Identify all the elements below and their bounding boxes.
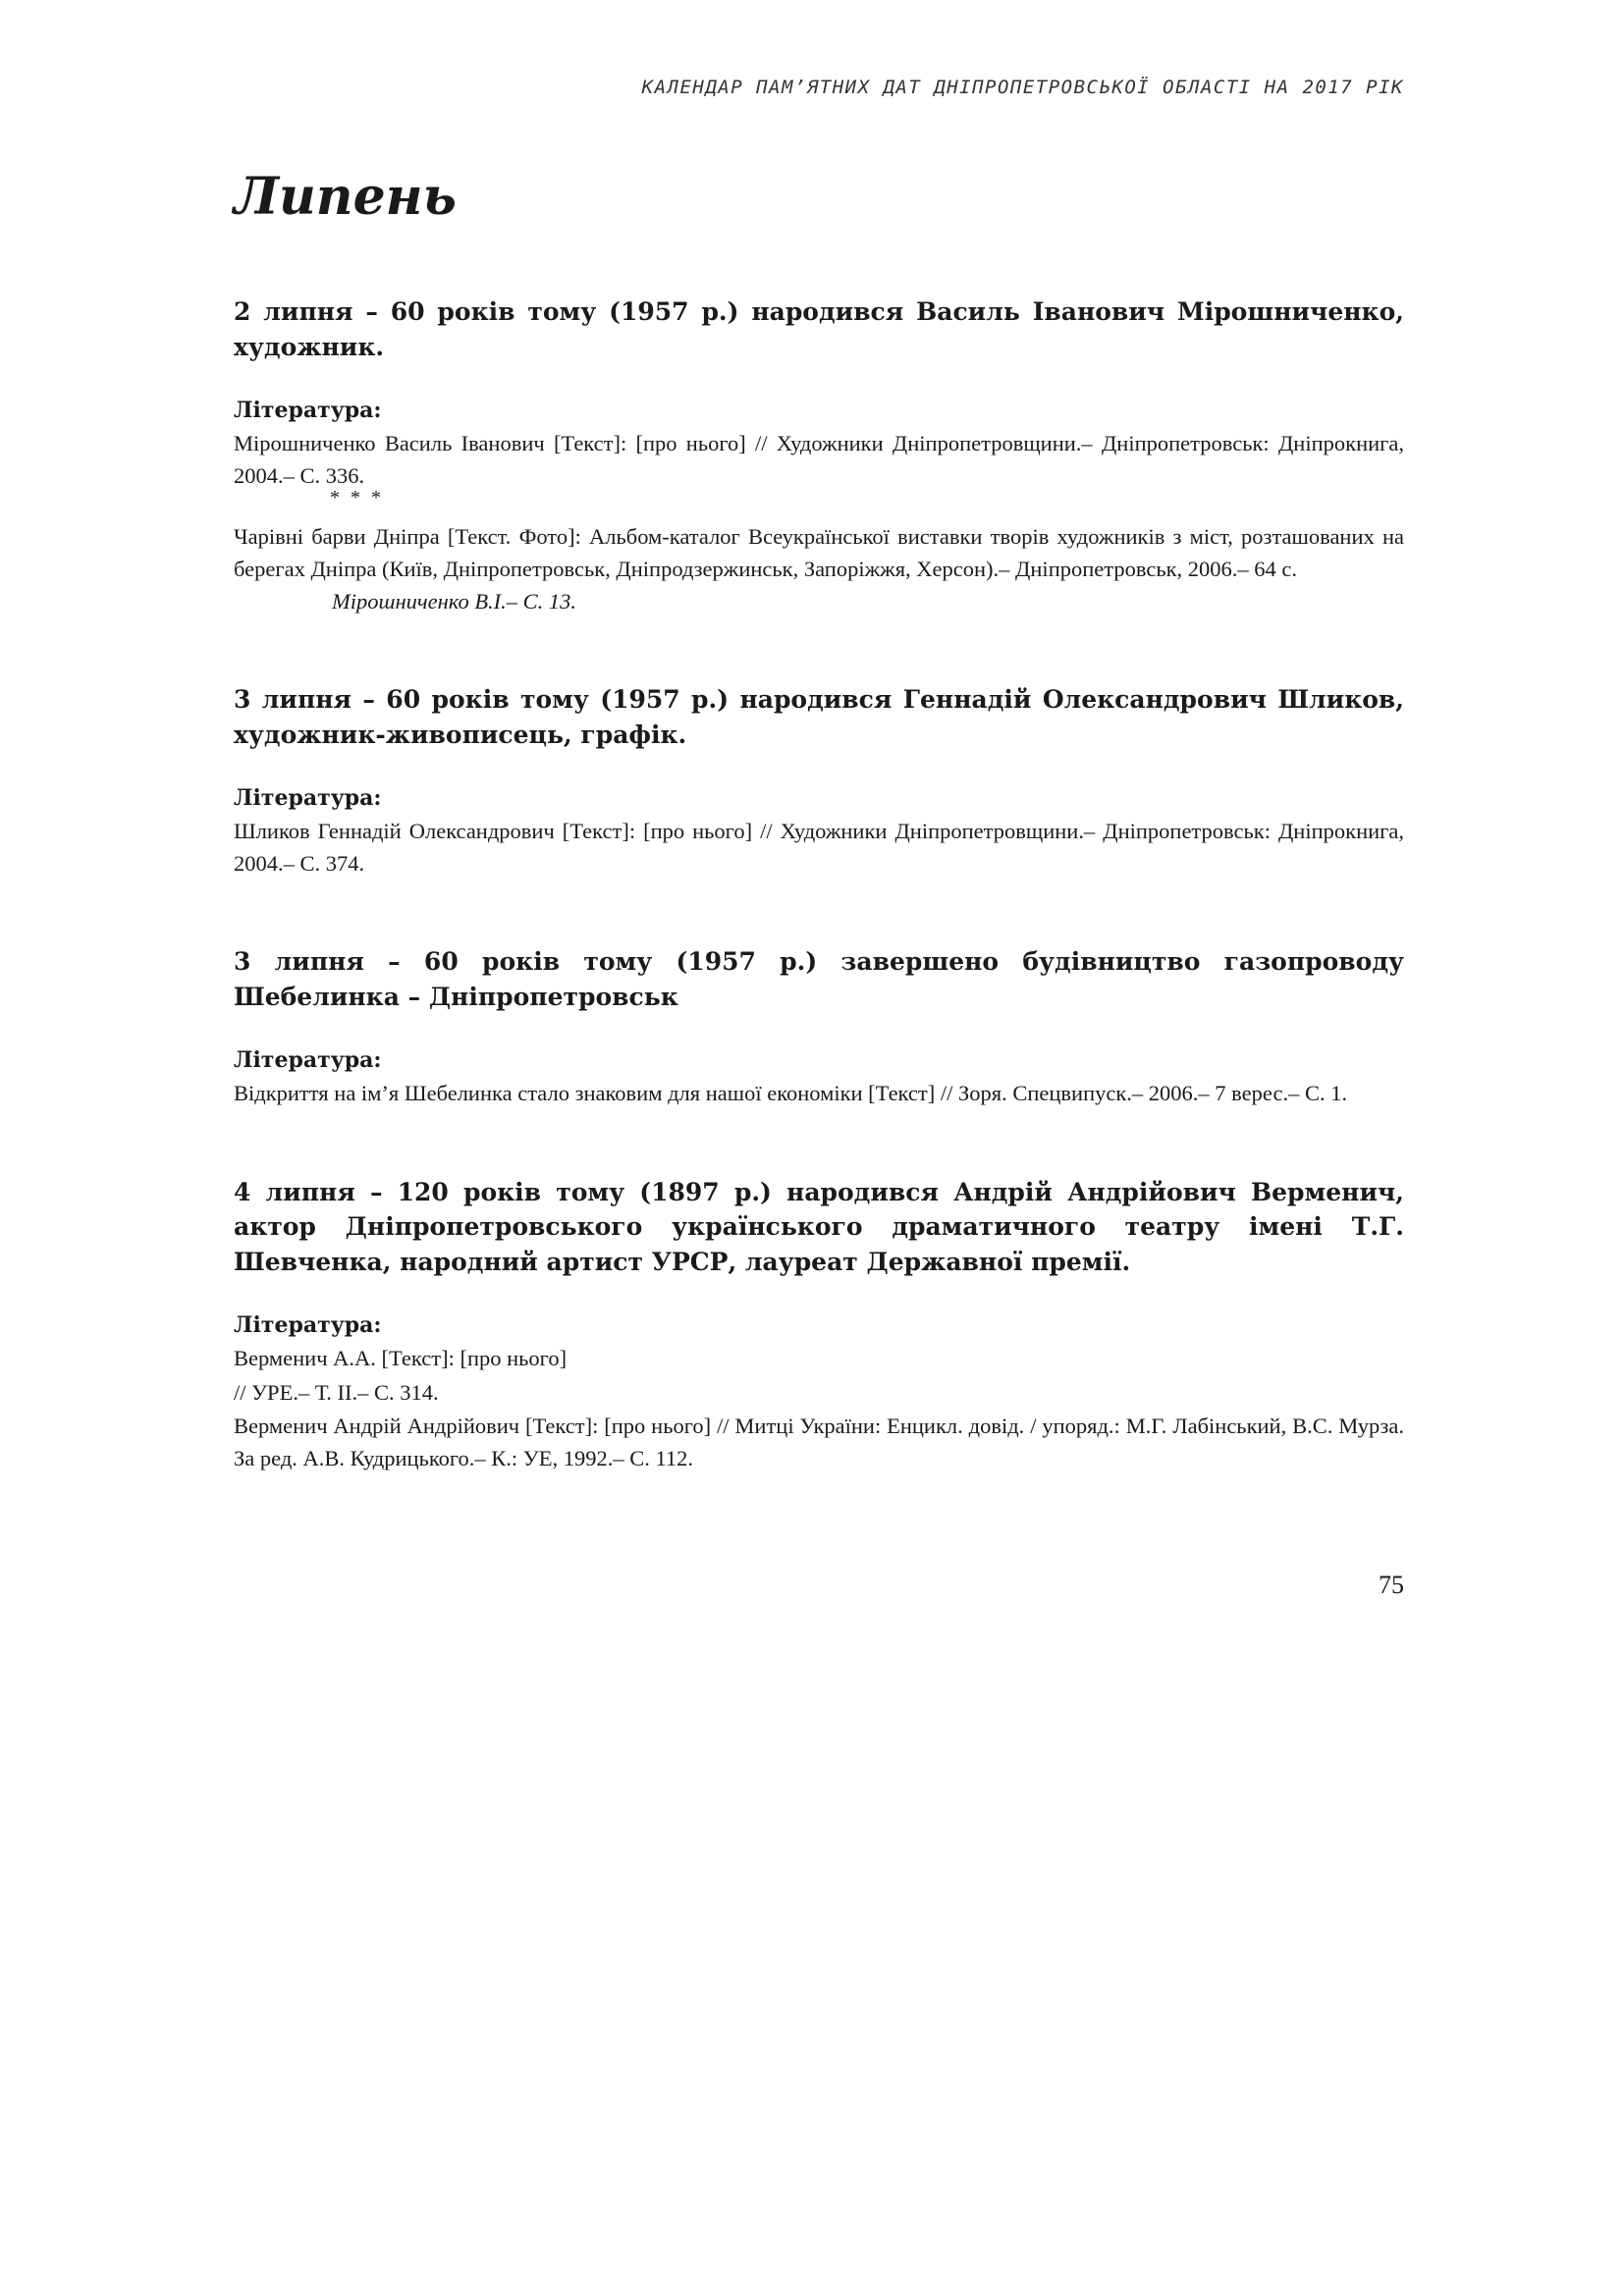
entry-title: 2 липня – 60 років тому (1957 р.) народився Василь Іванович Мірошниченко, художник.	[234, 297, 1404, 361]
running-header: КАЛЕНДАР ПАМ’ЯТНИХ ДАТ ДНІПРОПЕТРОВСЬКОЇ ОБЛАСТІ НА 2017 РІК	[641, 77, 1404, 98]
literature-label: Література:	[234, 1312, 382, 1339]
entry-title: 3 липня – 60 років тому (1957 р.) народився Геннадій Олександрович Шликов, художник-живописець, графік.	[234, 685, 1404, 749]
literature-item: // УРЕ.– Т. ІІ.– С. 314.	[234, 1379, 439, 1405]
entry	[234, 294, 1404, 617]
literature-label: Література:	[234, 785, 382, 812]
entries-list	[234, 294, 1404, 1474]
entry-title: 4 липня – 120 років тому (1897 р.) народився Андрій Андрійович Верменич, актор Дніпропетровського українського драматичного театру імені Т.Г. Шевченка, народний артист УРСР, лауреат Державної премії.	[234, 1177, 1404, 1276]
literature-item: Мірошниченко Василь Іванович [Текст]: [про нього] // Художники Дніпропетровщини.– Дніпропетровськ: Дніпрокнига, 2004.– С. 336.	[234, 431, 1404, 488]
literature-separator: * * *	[330, 487, 384, 509]
literature-item: Шликов Геннадій Олександрович [Текст]: [про нього] // Художники Дніпропетровщини.– Дніпропетровськ: Дніпрокнига, 2004.– С. 374.	[234, 819, 1404, 876]
entry-title: 3 липня – 60 років тому (1957 р.) завершено будівництво газопроводу Шебелинка – Дніпропетровськ	[234, 947, 1404, 1011]
literature-label: Література:	[234, 398, 382, 424]
entry	[234, 944, 1404, 1109]
entry	[234, 1175, 1404, 1475]
literature-label: Література:	[234, 1047, 382, 1074]
page-number: 75	[1379, 1571, 1404, 1599]
entry	[234, 682, 1404, 880]
literature-item: Чарівні барви Дніпра [Текст. Фото]: Альбом-каталог Всеукраїнської виставки творів художників з міст, розташованих на берегах Дніпра (Київ, Дніпропетровськ, Дніпродзержинськ, Запоріжжя, Херсон).– Дніпропетровськ, 2006.– 64 с.	[234, 524, 1404, 582]
literature-item: Верменич Андрій Андрійович [Текст]: [про нього] // Митці України: Енцикл. довід. / упоряд.: М.Г. Лабінський, В.С. Мурза. За ред. А.В. Кудрицького.– К.: УЕ, 1992.– С. 112.	[234, 1414, 1404, 1470]
literature-item: Верменич А.А. [Текст]: [про нього]	[234, 1346, 568, 1371]
page-content	[234, 167, 1404, 1540]
literature-item: Відкриття на ім’я Шебелинка стало знаковим для нашої економіки [Текст] // Зоря. Спецвипуск.– 2006.– 7 верес.– С. 1.	[234, 1081, 1348, 1106]
literature-note: Мірошниченко В.І.– С. 13.	[332, 588, 577, 614]
month-title: Липень	[234, 167, 457, 227]
